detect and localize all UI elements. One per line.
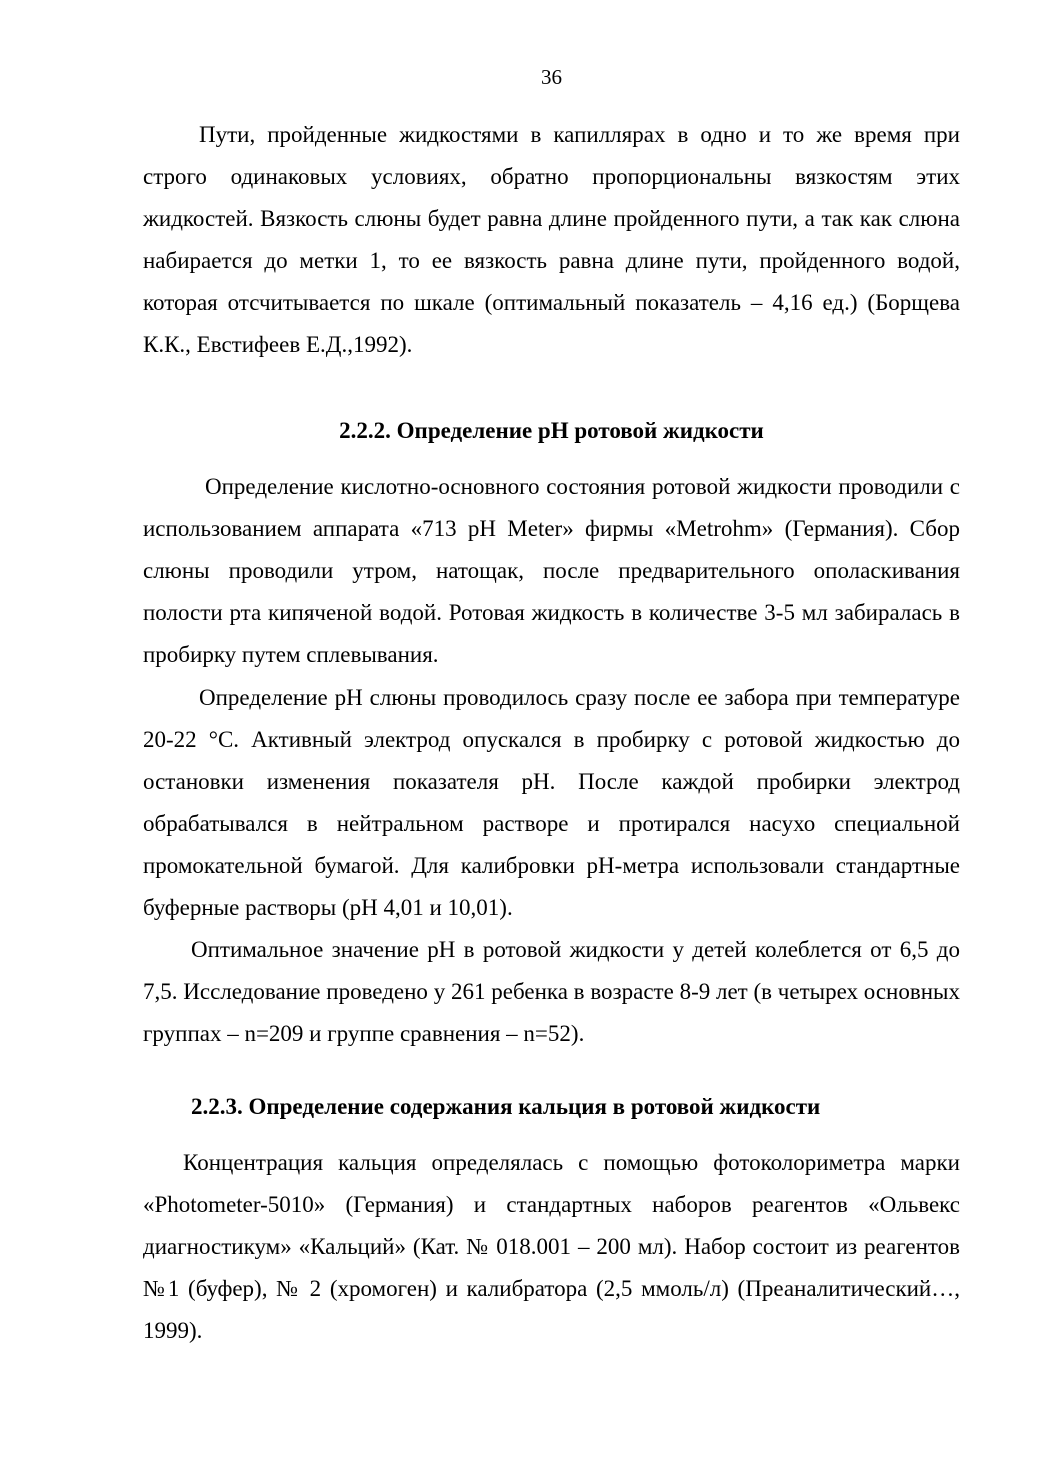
section-heading-ph: 2.2.2. Определение рН ротовой жидкости	[339, 418, 764, 443]
paragraph-capillary-viscosity: Пути, пройденные жидкостями в капиллярах в одно и то же время при строго одинаковых условиях, обратно пропорциональны вязкостям этих жидкостей. Вязкость слюны будет равна длине пройденного пути, а так как слюна набирается до метки 1, то ее вязкость равна длине пути, пройденного водой, которая отсчитывается по шкале (оптимальный показатель – 4,16 ед.) (Борщева К.К., Евстифеев Е.Д.,1992).	[143, 122, 960, 357]
page-number: 36	[541, 65, 562, 89]
section-heading-calcium: 2.2.3. Определение содержания кальция в ротовой жидкости	[191, 1094, 821, 1119]
paragraph-ph-measurement: Определение рН слюны проводилось сразу после ее забора при температуре 20-22 °С. Активный электрод опускался в пробирку с ротовой жидкостью до остановки изменения показателя рН. После каждой пробирки электрод обрабатывался в нейтральном растворе и протирался насухо специальной промокательной бумагой. Для калибровки рН-метра использовали стандартные буферные растворы (рН 4,01 и 10,01).	[143, 685, 960, 920]
paragraph-calcium-method: Концентрация кальция определялась с помощью фотоколориметра марки «Photometer-5010» (Германия) и стандартных наборов реагентов «Ольвекс диагностикум» «Кальций» (Кат. № 018.001 – 200 мл). Набор состоит из реагентов №1 (буфер), № 2 (хромоген) и калибратора (2,5 ммоль/л) (Преаналитический…, 1999).	[143, 1150, 960, 1343]
paragraph-ph-optimal: Оптимальное значение рН в ротовой жидкости у детей колеблется от 6,5 до 7,5. Исследование проведено у 261 ребенка в возрасте 8-9 лет (в четырех основных группах – n=209 и группе сравнения – n=52).	[143, 937, 960, 1046]
paragraph-ph-method: Определение кислотно-основного состояния ротовой жидкости проводили с использованием аппарата «713 pH Meter» фирмы «Metrohm» (Германия). Сбор слюны проводили утром, натощак, после предварительного ополаскивания полости рта кипяченой водой. Ротовая жидкость в количестве 3-5 мл забиралась в пробирку путем сплевывания.	[143, 474, 960, 667]
